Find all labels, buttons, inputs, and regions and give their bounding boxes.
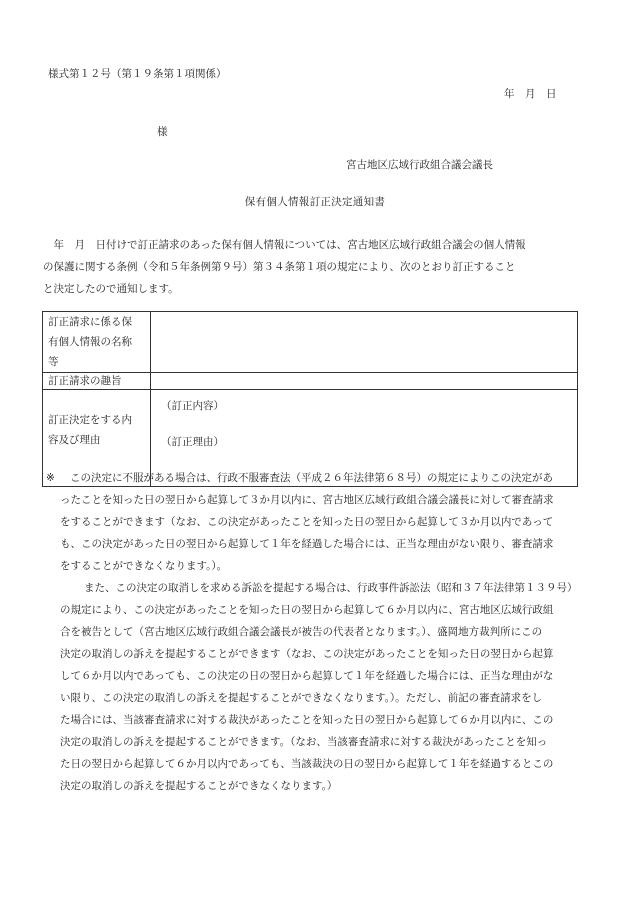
label-info-name: 訂正請求に係る保 有個人情報の名称 等 — [43, 312, 151, 373]
note-line: この決定に不服がある場合は、行政不服審査法（平成２６年法律第６８号）の規定によりこの決定があ — [70, 472, 553, 484]
correction-form-table — [42, 311, 578, 487]
note-line: 決定の取消しの訴えを提起することができます（なお、この決定があったことを知った日の翌日から起算 — [60, 648, 554, 660]
label-request-purpose: 訂正請求の趣旨 — [43, 373, 151, 390]
note-line: の規定により、この決定があったことを知った日の翌日から起算して６か月以内に、宮古地区広域行政組 — [60, 604, 554, 616]
note-line: して６か月以内であっても、この決定の日の翌日から起算して１年を経過した場合には、正当な理由がな — [60, 670, 554, 682]
body-line: の保護に関する条例（令和５年条例第９号）第３４条第１項の規定により、次のとおり訂正すること — [43, 261, 516, 273]
label-decision-content: 訂正決定をする内 容及び理由 — [43, 390, 151, 487]
note-line: い限り、この決定の取消しの訴えを提起することができなくなります。）。ただし、前記の審査請求をし — [60, 692, 543, 704]
notes-section — [46, 467, 591, 797]
note-line: も、この決定があった日の翌日から起算して１年を経過した場合には、正当な理由がない限り、審査請求 — [60, 538, 554, 550]
note-line: 決定の取消しの訴えを提起することができます。（なお、当該審査請求に対する裁決があったことを知っ — [60, 736, 548, 748]
form-number: 様式第１２号（第１９条第１項関係） — [48, 68, 227, 80]
note-line: をすることができなくなります。）。 — [60, 560, 228, 572]
note-mark: ※ — [46, 472, 55, 484]
body-line: 年 月 日付けで訂正請求のあった保有個人情報については、宮古地区広域行政組合議会の個人情報 — [43, 239, 526, 251]
issuer-name: 宮古地区広域行政組合議会議長 — [346, 159, 493, 171]
body-paragraph — [43, 234, 583, 300]
note-line: 決定の取消しの訴えを提起することができなくなります。） — [60, 780, 338, 792]
correction-reason-label: （訂正理由） — [161, 436, 224, 448]
note-line: た日の翌日から起算して６か月以内であっても、当該裁決の日の翌日から起算して１年を経過するとこの — [60, 758, 554, 770]
note-line: をすることができます（なお、この決定があったことを知った日の翌日から起算して３か月以内であって — [60, 516, 554, 528]
addressee-field: 様 — [157, 126, 168, 138]
table-row — [43, 373, 578, 390]
date-field: 年 月 日 — [504, 88, 557, 100]
value-request-purpose[interactable] — [151, 373, 578, 390]
value-info-name[interactable] — [151, 312, 578, 373]
body-line: と決定したので通知します。 — [43, 283, 179, 295]
note-line: また、この決定の取消しを求める訴訟を提起する場合は、行政事件訴訟法（昭和３７年法律第１３９号） — [84, 582, 578, 594]
correction-content-label: （訂正内容） — [161, 400, 224, 412]
document-title: 保有個人情報訂正決定通知書 — [244, 196, 386, 208]
table-row — [43, 312, 578, 373]
note-line: た場合には、当該審査請求に対する裁決があったことを知った日の翌日から起算して６か月以内に、この — [60, 714, 554, 726]
note-line: 合を被告として（宮古地区広域行政組合議会議長が被告の代表者となります。）、盛岡地方裁判所にこの — [60, 626, 543, 638]
note-line: ったことを知った日の翌日から起算して３か月以内に、宮古地区広域行政組合議会議長に対して審査請求 — [60, 494, 554, 506]
